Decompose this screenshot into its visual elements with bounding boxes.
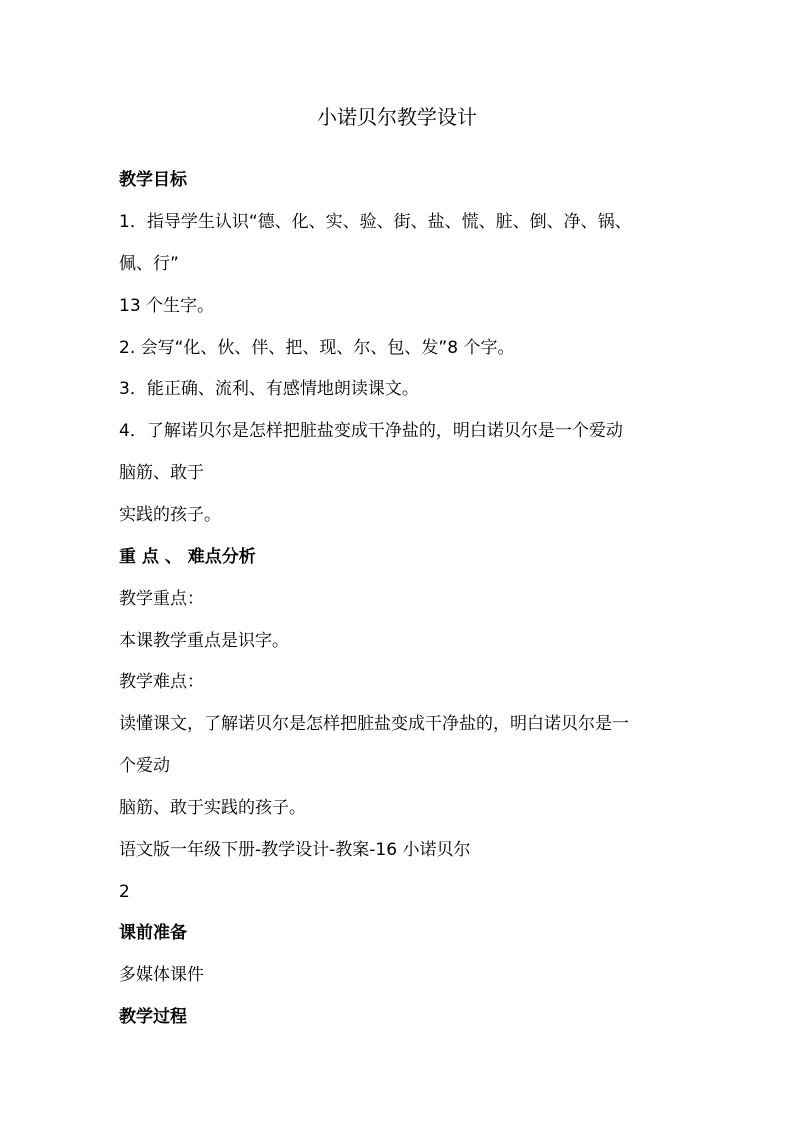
document-title: 小诺贝尔教学设计 xyxy=(317,105,477,129)
goal-4-line-1: 4．了解诺贝尔是怎样把脏盐变成干净盐的，明白诺贝尔是一个爱动 xyxy=(119,421,623,441)
goal-4-line-2: 脑筋、敢于 xyxy=(119,463,204,483)
preparation-text: 多媒体课件 xyxy=(119,965,204,985)
difficulty-label: 教学难点： xyxy=(119,672,204,692)
goal-2: 2. 会写“化、伙、伴、把、现、尔、包、发”8 个字。 xyxy=(119,338,515,358)
heading-key-points: 重 点 、 难点分析 xyxy=(119,547,256,567)
heading-teaching-process: 教学过程 xyxy=(119,1007,187,1027)
difficulty-line-2: 个爱动 xyxy=(119,756,170,776)
difficulty-line-3: 脑筋、敢于实践的孩子。 xyxy=(119,798,306,818)
goal-1-line-2: 佩、行” xyxy=(119,254,179,274)
key-point-text: 本课教学重点是识字。 xyxy=(119,631,289,651)
goal-1-line-1: 1．指导学生认识“德、化、实、验、街、盐、慌、脏、倒、净、锅、 xyxy=(119,212,632,232)
goal-1-line-3: 13 个生字。 xyxy=(119,296,215,316)
heading-preparation: 课前准备 xyxy=(119,923,187,943)
goal-4-line-3: 实践的孩子。 xyxy=(119,505,221,525)
difficulty-line-1: 读懂课文，了解诺贝尔是怎样把脏盐变成干净盐的，明白诺贝尔是一 xyxy=(119,714,629,734)
key-point-label: 教学重点： xyxy=(119,589,204,609)
goal-3: 3．能正确、流利、有感情地朗读课文。 xyxy=(119,379,419,399)
heading-teaching-goals: 教学目标 xyxy=(119,170,187,190)
source-line: 语文版一年级下册-教学设计-教案-16 小诺贝尔 xyxy=(119,840,471,860)
page-number: 2 xyxy=(119,882,130,902)
